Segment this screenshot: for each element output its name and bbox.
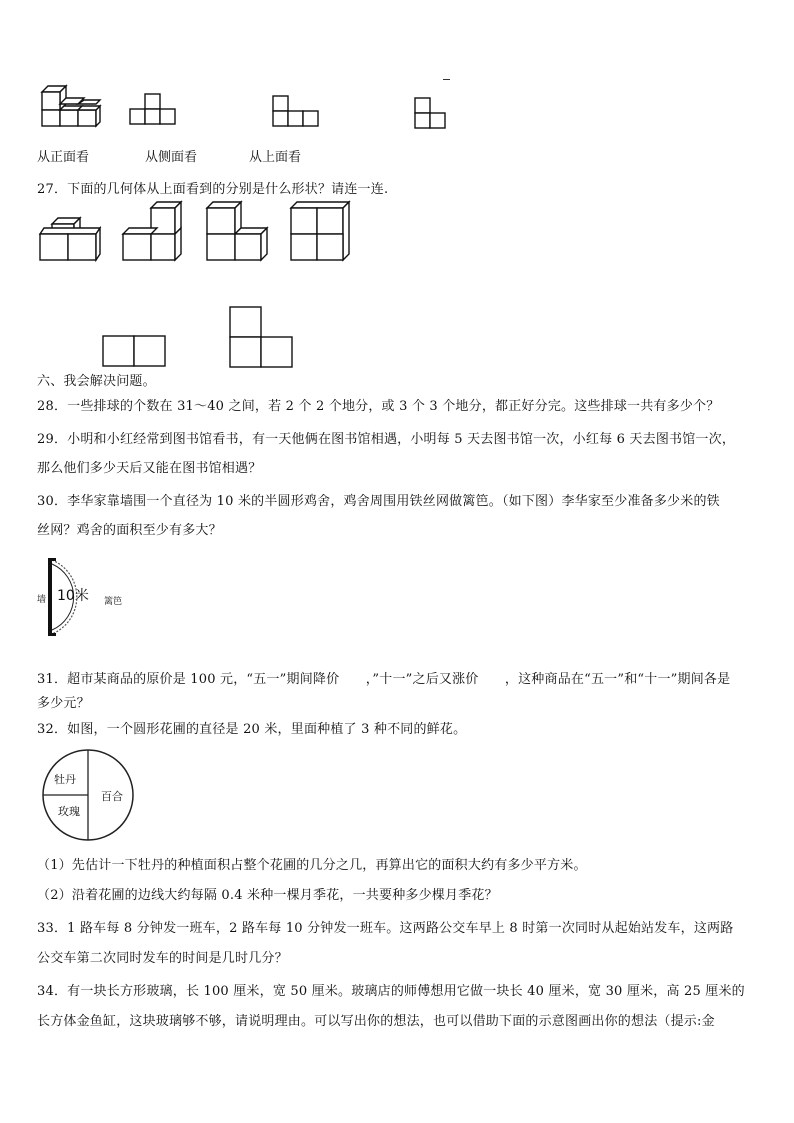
question-31-line-1: 31．超市某商品的原价是 100 元，“五一”期间降价 ，”十一”之后又涨价 ，这种商品在“五一”和“十一”期间各是: [37, 672, 731, 687]
q27-top-view-shape-a: [101, 334, 167, 368]
question-30-line-1: 30．李华家靠墙围一个直径为 10 米的半圆形鸡舍，鸡舍周围用铁丝网做篱笆。（如下图）李华家至少准备多少米的铁: [37, 494, 720, 509]
q27-solid-1: [38, 216, 102, 262]
question-30-line-2: 丝网？鸡舍的面积至少有多大？: [37, 523, 222, 538]
question-28: 28．一些排球的个数在 31～40 之间，若 2 个 2 个地分，或 3 个 3 个地分，都正好分完。这些排球一共有多少个？: [37, 399, 720, 414]
q32-rose-label: 玫瑰: [58, 805, 80, 818]
question-31-line-2: 多少元？: [37, 696, 90, 711]
front-view-label: 从正面看: [37, 150, 90, 165]
q32-circular-garden-figure: [40, 748, 140, 844]
option-view-figure: [413, 96, 453, 136]
side-view-figure: [130, 92, 178, 128]
side-view-label: 从侧面看: [145, 150, 198, 165]
q32-peony-label: 牡丹: [54, 773, 76, 786]
question-32-part-2: （2）沿着花圃的边线大约每隔 0.4 米种一棵月季花，一共要种多少棵月季花？: [37, 888, 498, 903]
question-29-line-2: 那么他们多少天后又能在图书馆相遇？: [37, 461, 262, 476]
scan-mark: [443, 79, 450, 80]
q30-fence-label: 篱笆: [104, 597, 123, 607]
question-34-line-1: 34．有一块长方形玻璃，长 100 厘米，宽 50 厘米。玻璃店的师傅想用它做一块长 40 厘米，宽 30 厘米，高 25 厘米的: [37, 984, 745, 999]
q27-solid-3: [205, 200, 269, 262]
q30-diameter-label: 10米: [57, 588, 89, 604]
q32-lily-label: 百合: [101, 790, 123, 803]
front-view-solid-figure: [38, 86, 102, 128]
q30-wall-label: 墙: [37, 595, 47, 605]
section-title: 六、我会解决问题。: [37, 374, 156, 389]
top-view-label: 从上面看: [249, 150, 302, 165]
q27-top-view-shape-b: [228, 305, 294, 369]
question-33-line-2: 公交车第二次同时发车的时间是几时几分？: [37, 951, 288, 966]
q27-solid-2: [121, 200, 185, 262]
top-view-figure: [271, 94, 319, 130]
question-29-line-1: 29．小明和小红经常到图书馆看书，有一天他俩在图书馆相遇，小明每 5 天去图书馆一次，小红每 6 天去图书馆一次，: [37, 432, 736, 447]
q27-solid-4: [289, 200, 353, 262]
question-33-line-1: 33．1 路车每 8 分钟发一班车，2 路车每 10 分钟发一班车。这两路公交车早上 8 时第一次同时从起始站发车，这两路: [37, 921, 734, 936]
question-32: 32．如图，一个圆形花圃的直径是 20 米，里面种植了 3 种不同的鲜花。: [37, 722, 467, 737]
question-34-line-2: 长方体金鱼缸，这块玻璃够不够，请说明理由。可以写出你的想法，也可以借助下面的示意图画出你的想法（提示:金: [37, 1014, 715, 1029]
question-27: 27．下面的几何体从上面看到的分别是什么形状？请连一连.: [37, 182, 389, 197]
question-32-part-1: （1）先估计一下牡丹的种植面积占整个花圃的几分之几，再算出它的面积大约有多少平方米。: [37, 858, 587, 873]
